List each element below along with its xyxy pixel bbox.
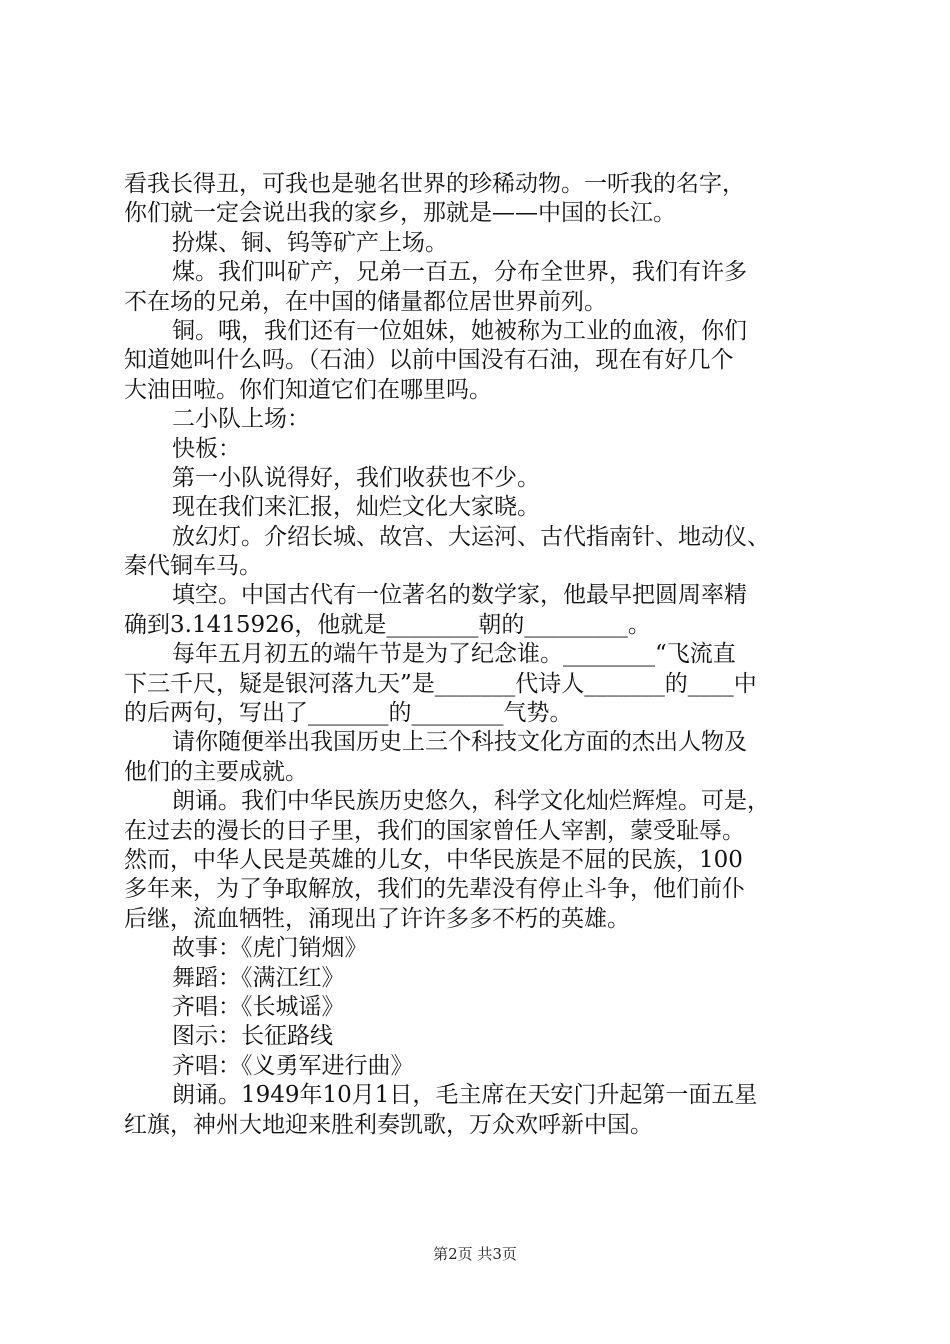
text-line: 舞蹈：《满江红》 bbox=[172, 964, 345, 991]
text-line: 朗诵。1949年10月1日，毛主席在天安门升起第一面五星 bbox=[172, 1082, 758, 1109]
text-line: 扮煤、铜、钨等矿产上场。 bbox=[172, 229, 448, 256]
document-body bbox=[124, 170, 844, 1140]
text-line: 图示：长征路线 bbox=[172, 1023, 333, 1050]
text-line: 第一小队说得好，我们收获也不少。 bbox=[172, 464, 540, 491]
text-line: 在过去的漫长的日子里，我们的国家曾任人宰割，蒙受耻辱。 bbox=[124, 817, 745, 844]
text-line: 知道她叫什么吗。（石油）以前中国没有石油，现在有好几个 bbox=[124, 347, 734, 374]
text-line: 看我长得丑，可我也是驰名世界的珍稀动物。一听我的名字， bbox=[124, 171, 745, 197]
text-line: 请你随便举出我国历史上三个科技文化方面的杰出人物及 bbox=[172, 729, 747, 756]
text-line: 秦代铜车马。 bbox=[124, 553, 262, 580]
text-line: 二小队上场： bbox=[172, 406, 310, 433]
page-footer: 第2页 共3页 bbox=[433, 1245, 517, 1263]
text-line: 的后两句，写出了_______的________气势。 bbox=[124, 700, 573, 727]
text-line: 煤。我们叫矿产，兄弟一百五，分布全世界，我们有许多 bbox=[172, 259, 747, 286]
text-line: 朗诵。我们中华民族历史悠久，科学文化灿烂辉煌。可是， bbox=[172, 788, 770, 815]
text-line: 填空。中国古代有一位著名的数学家，他最早把圆周率精 bbox=[172, 582, 747, 609]
text-line: 多年来，为了争取解放，我们的先辈没有停止斗争，他们前仆 bbox=[124, 876, 745, 903]
text-line: 下三千尺，疑是银河落九天”是_______代诗人_______的____中 bbox=[124, 670, 757, 697]
text-line: 放幻灯。介绍长城、故宫、大运河、古代指南针、地动仪、 bbox=[172, 523, 770, 550]
text-line: 快板： bbox=[172, 435, 241, 462]
text-line: 现在我们来汇报，灿烂文化大家晓。 bbox=[172, 494, 540, 521]
text-line: 不在场的兄弟，在中国的储量都位居世界前列。 bbox=[124, 288, 607, 315]
text-line: 故事：《虎门销烟》 bbox=[172, 935, 368, 962]
text-line: 铜。哦，我们还有一位姐妹，她被称为工业的血液，你们 bbox=[172, 317, 747, 344]
text-line: 他们的主要成就。 bbox=[124, 758, 308, 785]
text-line: 你们就一定会说出我的家乡，那就是——中国的长江。 bbox=[124, 200, 676, 227]
text-line: 红旗，神州大地迎来胜利奏凯歌，万众欢呼新中国。 bbox=[124, 1111, 653, 1138]
text-line: 齐唱：《长城谣》 bbox=[172, 993, 345, 1020]
text-line: 每年五月初五的端午节是为了纪念谁。________“飞流直 bbox=[172, 641, 736, 668]
text-line: 然而，中华人民是英雄的儿女，中华民族是不屈的民族，100 bbox=[124, 846, 743, 873]
text-line: 大油田啦。你们知道它们在哪里吗。 bbox=[124, 376, 492, 403]
text-line: 确到3.1415926，他就是________朝的_________。 bbox=[124, 611, 651, 638]
text-line: 后继，流血牺牲，涌现出了许许多多不朽的英雄。 bbox=[124, 905, 630, 932]
text-line: 齐唱：《义勇军进行曲》 bbox=[172, 1052, 414, 1079]
